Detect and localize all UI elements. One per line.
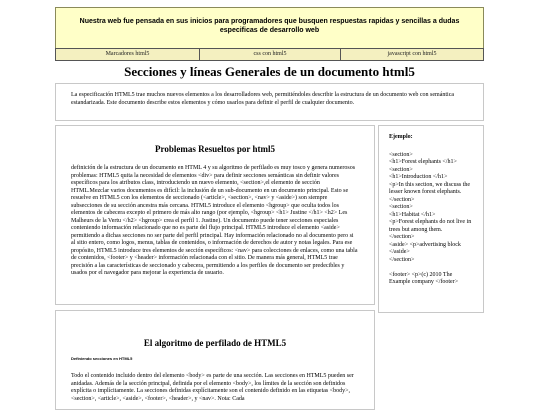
example-aside — [378, 125, 484, 313]
section-subheading: Definiendo secciones en HTML5 — [71, 356, 133, 361]
code-line — [389, 264, 473, 272]
code-line: </section> — [389, 234, 415, 240]
section-body: Todo el contenido incluido dentro del elemento <body> es parte de una sección. Las secciones en HTML5 pueden ser anidadas. Además de la sección principal, definida por el elemento <body>, los límites de la sección son definidos explícita o implícitamente. La secciones definidas explícitamente son el contenido definido en las etiquetas <body>, <section>, <article>, <aside>, <footer>, <header>, y <nav>. Nota: Cada — [71, 373, 354, 402]
nav-link-marcadores-html5[interactable]: Marcadores html5 — [55, 48, 200, 61]
code-line: <p>Forest elephants do not live in trees but among them. — [389, 219, 473, 233]
section-problemas-resueltos — [55, 125, 375, 305]
code-line: <h1>Introduction </h1> — [389, 174, 448, 180]
code-example — [389, 152, 473, 287]
section-heading: El algoritmo de perfilado de HTML5 — [143, 338, 287, 348]
top-nav — [55, 48, 484, 61]
nav-link-css-con-html5[interactable]: css con html5 — [199, 48, 341, 61]
intro-text: La especificación HTML5 trae muchos nuevos elementos a los desarrolladores web, permitiéndoles describir la estructura de un documento web con semántica estandarizada. Este documento describe estos elementos y cómo usarlos para definir el perfil de cualquier documento. — [71, 92, 455, 106]
banner-text: Nuestra web fue pensada en sus inicios para programadores que busquen respuestas rapidas y sencillas a dudas especificas de desarrollo web — [79, 18, 460, 34]
section-algoritmo-perfilado — [55, 310, 375, 410]
code-line: </section> — [389, 196, 415, 203]
section-heading: Problemas Resueltos por html5 — [155, 144, 275, 154]
code-line: <p>In this section, we discuss the lesser known forest elephants. — [389, 181, 472, 195]
aside-heading: Ejemplo: — [389, 134, 413, 140]
intro-box — [55, 83, 484, 121]
site-banner — [55, 7, 484, 49]
code-line: <section> — [389, 204, 413, 210]
code-line: </aside> — [389, 249, 410, 255]
section-body: definición de la estructura de un documento en HTML 4 y su algoritmo de perfilado es muy tosco y genera numerosos problemas: HTML5 quita la necesidad de elementos <div> para definir secciones semánticas sin definir valores específicos para los atributos class, introduciendo un nuevo elemento, <section>,el elemento de sección HTML.Mezclar varios documentos es difícil: la inclusión de un sub-documento en un documento principal. Esto se resuelve en HTML5 con los elementos de seccionado (<article>, <section>, <nav> y <aside>) son siempre subsecciones de su sección ancestra más cercana. HTML5 introduce el elemento <hgroup> que oculta todos los elementos de cabecera excepto el primero de más alto rango (por ejemplo, <hgroup> <h1> Justine </h1> <h2> Les Malheurs de la Vertu </h2> <hgroup> crea el perfil 1. Justine). Un documento puede tener secciones especiales conteniendo información relacionado que no es parte del flujo principal. HTML5 introduce el elemento <aside> permitiendo a dichas secciones no ser parte del perfil principal. Hay información relacionado no al documento pero si al sitio entero, como logos, menus, tablas de contenidos, o información de derechos de autor y notas legales. Para ese propósito, HTML5 introduce tres elementos de sección específicos: <nav> para colecciones de enlaces, como una tabla de contenidos, <footer> y <header> información relacionada con el sitio. De manera más general, HTML5 trae precisión a las características de seccionado y cabecera, permitiendo a los perfiles de documento ser predecibles y usados por el navegador para mejorar la experiencia de usuario. — [71, 165, 358, 276]
code-line: <section> — [389, 151, 413, 158]
code-line: <section> — [389, 166, 413, 173]
code-line: </section> — [389, 256, 415, 263]
nav-link-javascript-con-html5[interactable]: javascript con html5 — [340, 48, 484, 61]
code-line: <h1>Habitat </h1> — [389, 211, 436, 218]
code-line: <footer> <p>(c) 2010 The Example company </footer> — [389, 271, 459, 285]
code-line: <h1>Forest elephants </h1> — [389, 159, 457, 165]
code-line: <aside> <p>advertising block — [389, 241, 461, 248]
page-title: Secciones y líneas Generales de un documento html5 — [124, 64, 415, 79]
